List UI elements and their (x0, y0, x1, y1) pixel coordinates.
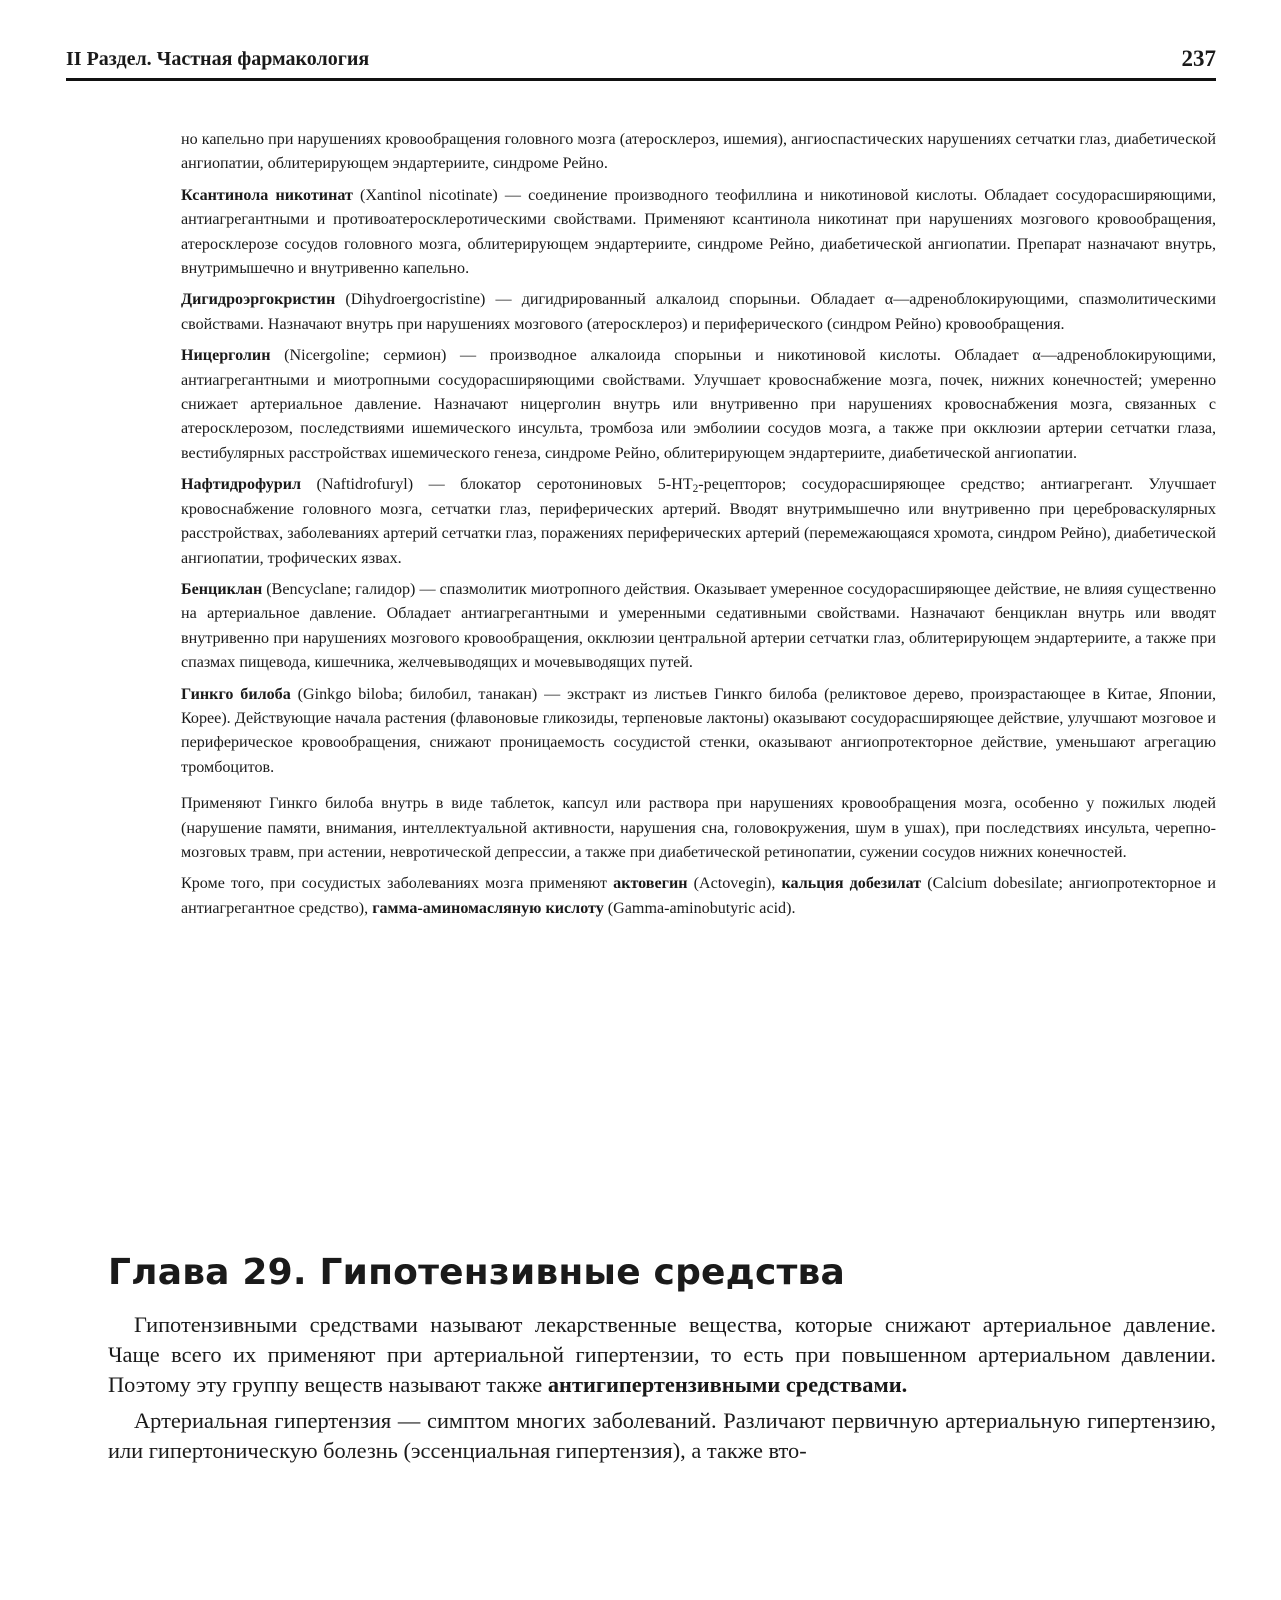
intro-paragraph: но капельно при нарушениях кровообращения головного мозга (атеросклероз, ишемия), ангиоспастических нарушениях сетчатки глаз, диабетической ангиопатии, облитерирующем эндартериите, синдроме Рейно. (181, 131, 1216, 173)
drug-description: (Naftidrofuryl) — блокатор серотониновых 5-HT (301, 476, 693, 494)
drug-description-cont: -рецепторов; сосудорасширяющее средство; антиагрегант. Улучшает кровоснабжение головного мозга, сетчатки глаз, периферических артерий. Вводят внутримышечно или внутривенно при цереброваскулярных расстройствах, заболеваниях артерий сетчатки глаз, поражениях периферических артерий (перемежающаяся хромота, синдром Рейно), диабетической ангиопатии, трофических язвах. (181, 476, 1216, 567)
naftidrofuryl-paragraph (181, 473, 1216, 571)
drug-description: (Ginkgo biloba; билобил, танакан) — экстракт из листьев Гинкго билоба (реликтовое дерево, произрастающее в Китае, Японии, Корее). Действующие начала растения (флавоновые гликозиды, терпеновые лактоны) оказывают сосудорасширяющее действие, улучшают мозговое и периферическое кровообращения, снижают проницаемость сосудистой стенки, оказывают ангиопротекторное действие, уменьшают агрегацию тромбоцитов. (181, 685, 1216, 776)
dihydroergocristine-paragraph (181, 288, 1216, 337)
text-run: Кроме того, при сосудистых заболеваниях мозга применяют (181, 875, 614, 893)
page-number: 237 (1181, 46, 1216, 71)
section-title: II Раздел. Частная фармакология (66, 48, 370, 70)
ginkgo-usage-paragraph: Применяют Гинкго билоба внутрь в виде таблеток, капсул или раствора при нарушениях кровообращения мозга, особенно у пожилых людей (нарушение памяти, внимания, интеллектуальной активности, нарушения сна, головокружения, шум в ушах), при последствиях инсульта, черепно-мозговых травм, при астении, невротической депрессии, а также при диабетической ретинопатии, сужении сосудов нижних конечностей. (181, 795, 1216, 861)
nicergoline-paragraph (181, 344, 1216, 466)
drug-name: Нафтидрофурил (181, 476, 302, 494)
text-run: (Gamma-aminobutyric acid). (603, 899, 796, 917)
xantinol-paragraph (181, 184, 1216, 282)
drug-description: (Dihydroergocristine) — дигидрированный алкалоид спорыньи. Обладает α—адреноблокирующими, спазмолитическими свойствами. Назначают внутрь при нарушениях мозгового (атеросклероз) и периферического (синдром Рейно) кровообращения. (181, 291, 1216, 333)
text-run: (Actovegin), (687, 875, 782, 893)
subscript: 2 (692, 483, 699, 496)
term-bold: антигипертензивными средствами. (547, 1372, 908, 1397)
drug-name: Ксантинола никотинат (181, 186, 353, 204)
drug-name: Бенциклан (181, 580, 263, 598)
drug-description: (Nicergoline; сермион) — производное алкалоида спорыньи и никотиновой кислоты. Обладает α—адреноблокирующими, антиагрегантными и миотропными сосудорасширяющими свойствами. Улучшает кровоснабжение мозга, почек, нижних конечностей; умеренно снижает артериальное давление. Назначают ницерголин внутрь или внутривенно при нарушениях кровоснабжения мозга, связанных с атеросклерозом, последствиями ишемического инсульта, тромбоза или эмболиии сосудов мозга, а также при окклюзии артерии сетчатки глаза, вестибулярных расстройствах ишемического генеза, синдроме Рейно, облитерирующем эндартериите, диабетической ангиопатии. (181, 347, 1216, 462)
drug-description: (Bencyclane; галидор) — спазмолитик миотропного действия. Оказывает умеренное сосудорасширяющее действие, не влияя существенно на артериальное давление. Обладает антиагрегантными и умеренными седативными свойствами. Назначают бенциклан внутрь или вводят внутривенно при нарушениях мозгового кровообращения, окклюзии центральной артерии сетчатки глаз, облитерирующем эндартериите, а также при спазмах пищевода, кишечника, желчевыводящих и мочевыводящих путей. (181, 580, 1216, 672)
drug-list-continuation (181, 128, 1216, 928)
ginkgo-paragraph (181, 683, 1216, 781)
drug-description: (Xantinol nicotinate) — соединение производного теофиллина и никотиновой кислоты. Обладает сосудорасширяющими, антиагрегантными и противоатеросклеротическими свойствами. Применяют ксантинола никотинат при нарушениях мозгового кровообращения, атеросклерозе сосудов головного мозга, облитерирующем эндартериите, синдроме Рейно, диабетической ангиопатии. Препарат назначают внутрь, внутримышечно и внутривенно капельно. (181, 186, 1216, 278)
text-run: Гипотензивными средствами называют лекарственные вещества, которые снижают артериальное давление. Чаще всего их применяют при артериальной гипертензии, то есть при повышенном артериальном давлении. Поэтому эту группу веществ называют также (108, 1312, 1216, 1397)
drug-name: Дигидроэргокристин (181, 291, 336, 309)
other-drugs-paragraph (181, 872, 1216, 921)
drug-name-actovegin: актовегин (613, 875, 688, 893)
chapter-body (108, 1310, 1216, 1472)
chapter-intro-paragraph (108, 1310, 1216, 1400)
drug-name: Ницерголин (181, 347, 271, 365)
chapter-title: Глава 29. Гипотензивные средства (108, 1252, 846, 1293)
text-run: (Calcium dobesilate; ангиопротекторное и антиагрегантное средство), (181, 875, 1216, 917)
drug-name: Гинкго билоба (181, 685, 291, 703)
bencyclane-paragraph (181, 578, 1216, 676)
hypertension-paragraph: Артериальная гипертензия — симптом многих заболеваний. Различают первичную артериальную гипертензию, или гипертоническую болезнь (эссенциальная гипертензия), а также вто- (108, 1408, 1216, 1463)
running-header (66, 44, 1216, 81)
drug-name-gaba: гамма-аминомасляную кислоту (372, 899, 604, 917)
drug-name-calcium-dobesilate: кальция добезилат (781, 875, 922, 893)
